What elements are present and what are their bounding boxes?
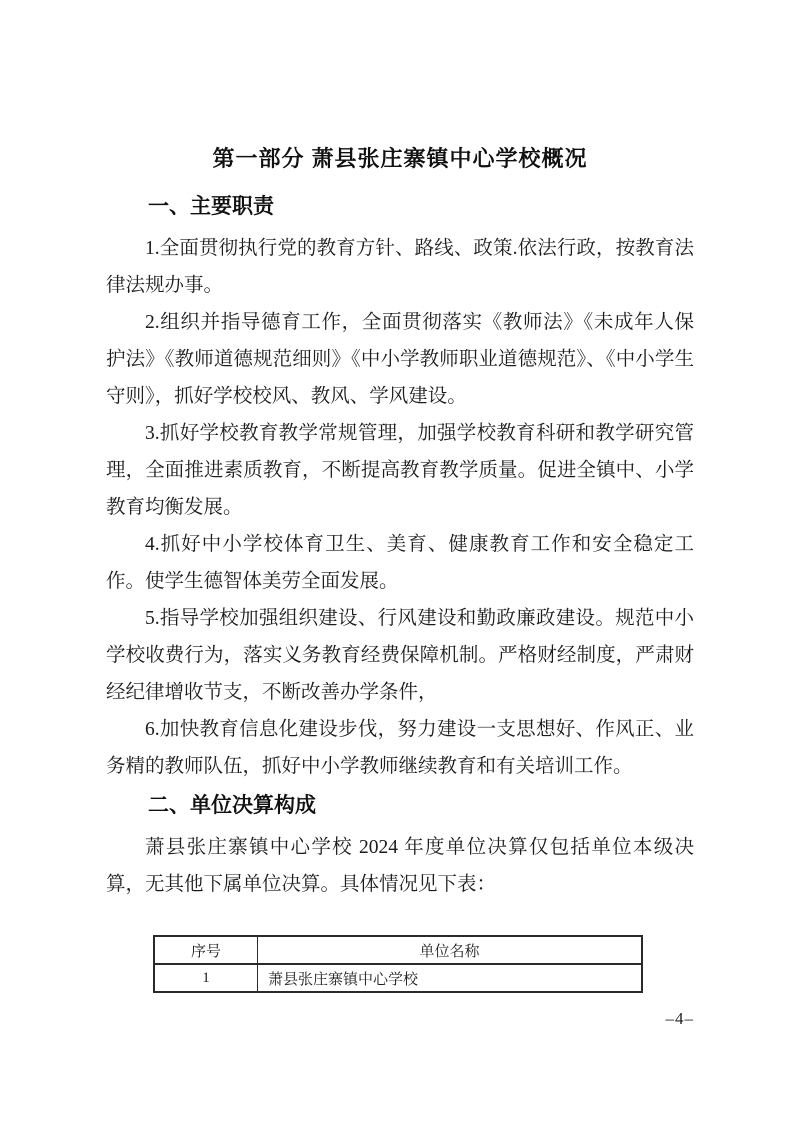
table-header-unit-name: 单位名称 <box>258 936 643 964</box>
section-heading-budget-composition: 二、单位决算构成 <box>148 794 316 817</box>
duty-paragraph-3: 3.抓好学校教育教学常规管理，加强学校教育科研和教学研究管理，全面推进素质教育，不断提高教育教学质量。促进全镇中、小学教育均衡发展。 <box>106 423 694 518</box>
budget-composition-paragraph: 萧县张庄寨镇中心学校 2024 年度单位决算仅包括单位本级决算，无其他下属单位决算。具体情况见下表： <box>106 837 694 895</box>
duty-paragraph-2: 2.组织并指导德育工作，全面贯彻落实《教师法》《未成年人保护法》《教师道德规范细则》《中小学教师职业道德规范》、《中小学生守则》，抓好学校校风、教风、学风建设。 <box>106 312 694 407</box>
page-title: 第一部分 萧县张庄寨镇中心学校概况 <box>212 146 588 171</box>
unit-table-body <box>154 964 642 992</box>
table-header-row <box>154 936 642 964</box>
table-header-index: 序号 <box>154 936 258 964</box>
duty-paragraph-6: 6.加快教育信息化建设步伐，努力建设一支思想好、作风正、业务精的教师队伍，抓好中小学教师继续教育和有关培训工作。 <box>106 719 694 777</box>
unit-table <box>153 935 643 993</box>
section-budget-composition <box>106 791 694 903</box>
unit-table-head <box>154 936 642 964</box>
duty-paragraph-1: 1.全面贯彻执行党的教育方针、路线、政策.依法行政，按教育法律法规办事。 <box>106 238 694 296</box>
section-main-duties <box>106 192 694 785</box>
duty-paragraph-4: 4.抓好中小学校体育卫生、美育、健康教育工作和安全稳定工作。使学生德智体美劳全面发展。 <box>106 534 694 592</box>
table-cell-index: 1 <box>154 964 258 992</box>
table-cell-unit-name: 萧县张庄寨镇中心学校 <box>258 964 643 992</box>
table-row <box>154 964 642 992</box>
duty-paragraph-5: 5.指导学校加强组织建设、行风建设和勤政廉政建设。规范中小学校收费行为，落实义务教育经费保障机制。严格财经制度，严肃财经纪律增收节支，不断改善办学条件， <box>106 608 694 703</box>
page-number: –4– <box>665 1009 694 1028</box>
section-heading-main-duties: 一、主要职责 <box>148 195 274 218</box>
